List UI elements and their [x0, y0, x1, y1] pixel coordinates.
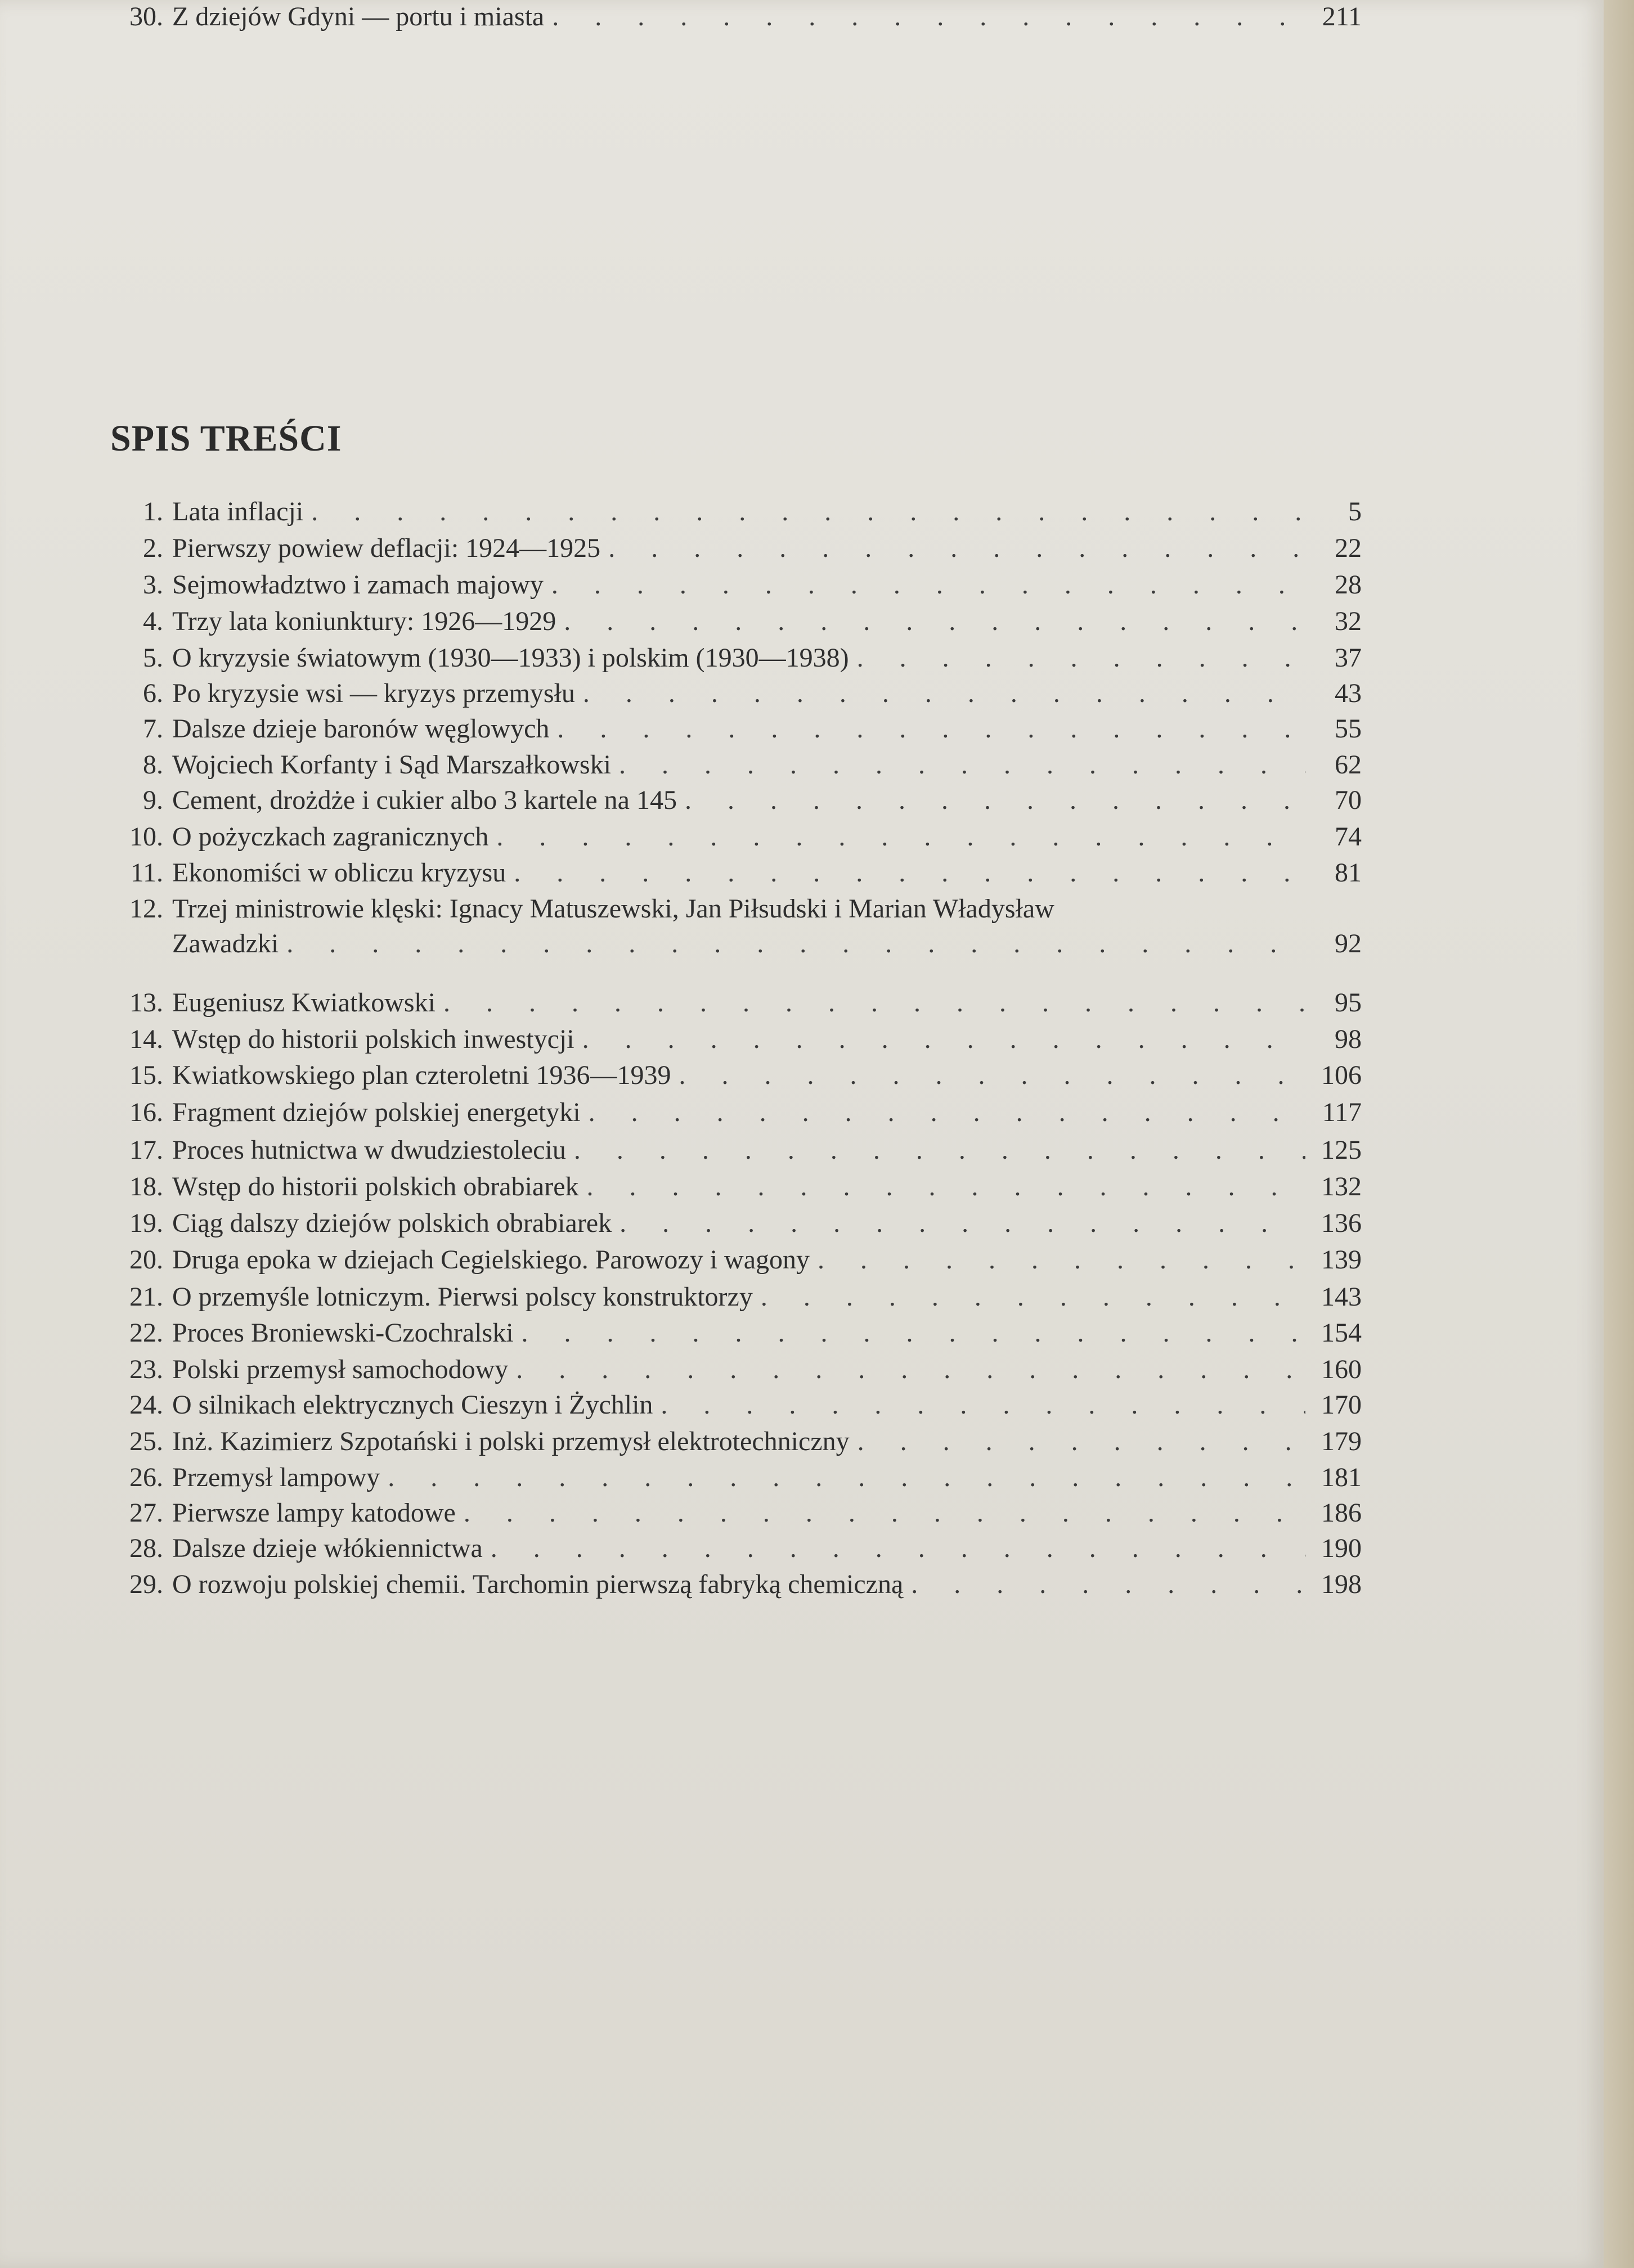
toc-row: [101, 784, 1362, 818]
dot-leader: [522, 1316, 1305, 1350]
toc-entry-number: 15.: [129, 1060, 163, 1090]
toc-entry-number: 3.: [143, 570, 163, 600]
toc-entry-title: Proces hutnictwa w dwudziestoleciu: [172, 1135, 566, 1165]
toc-row: [101, 0, 1362, 35]
toc-entry-title: O przemyśle lotniczym. Pierwsi polscy konstruktorzy: [172, 1282, 753, 1312]
toc-entry-number: 28.: [129, 1533, 163, 1563]
toc-entry: [101, 495, 1362, 530]
dot-leader: [552, 0, 1305, 34]
toc-entry: [101, 1207, 1362, 1241]
toc-entry: [101, 1316, 1362, 1351]
toc-entry-number: 18.: [129, 1172, 163, 1202]
toc-entry-title: Druga epoka w dziejach Cegielskiego. Parowozy i wagony: [172, 1245, 810, 1275]
toc-row: [101, 892, 1362, 927]
toc-entry-number: 17.: [129, 1135, 163, 1165]
dot-leader: [464, 1496, 1305, 1530]
toc-entry-number: 22.: [129, 1318, 163, 1348]
toc-entry-title: Wstęp do historii polskich inwestycji: [172, 1024, 574, 1054]
toc-entry-title: Inż. Kazimierz Szpotański i polski przemysł elektrotechniczny: [172, 1426, 850, 1456]
toc-entry-title: Trzy lata koniunktury: 1926—1929: [172, 606, 556, 636]
dot-leader: [685, 784, 1305, 817]
toc-row: [101, 1461, 1362, 1496]
toc-entry-number: 9.: [143, 785, 163, 815]
toc-entry-number: 10.: [129, 822, 163, 852]
toc-entry-number: 29.: [129, 1569, 163, 1599]
toc-entry-number: 12.: [129, 894, 163, 924]
toc-entry-number: 2.: [143, 533, 163, 563]
toc-entry-page: 55: [1335, 714, 1362, 744]
toc-entry-number: 23.: [129, 1354, 163, 1384]
toc-row: [101, 532, 1362, 566]
toc-row: [101, 748, 1362, 783]
dot-leader: [491, 1532, 1305, 1565]
dot-leader: [551, 568, 1305, 602]
toc-entry-number: 6.: [143, 678, 163, 708]
toc-entry-page: 117: [1322, 1097, 1362, 1127]
toc-entry: [101, 748, 1362, 783]
toc-entry-page: 179: [1321, 1426, 1362, 1456]
toc-entry-number: 20.: [129, 1245, 163, 1275]
toc-entry-page: 98: [1335, 1024, 1362, 1054]
toc-entry-title: Cement, drożdże i cukier albo 3 kartele na 145: [172, 785, 677, 815]
toc-row: [101, 856, 1362, 891]
toc-entry: [101, 1568, 1362, 1603]
dot-leader: [858, 1425, 1305, 1459]
toc-entry-page: 160: [1321, 1354, 1362, 1384]
toc-row: [101, 641, 1362, 676]
toc-entry-title: Z dziejów Gdyni — portu i miasta: [172, 2, 545, 32]
toc-entry-number: 19.: [129, 1208, 163, 1238]
toc-entry: [101, 784, 1362, 818]
toc-entry-page: 125: [1321, 1135, 1362, 1165]
toc-entry-number: 7.: [143, 714, 163, 744]
toc-entry-title: Pierwszy powiew deflacji: 1924—1925: [172, 533, 601, 563]
toc-entry-page: 190: [1321, 1533, 1362, 1563]
toc-entry-title: Wstęp do historii polskich obrabiarek: [172, 1172, 579, 1202]
toc-entry-title: Eugeniusz Kwiatkowski: [172, 988, 436, 1018]
page-title: SPIS TREŚCI: [110, 418, 342, 459]
toc-entry: [101, 1023, 1362, 1058]
toc-entry: [101, 1353, 1362, 1388]
toc-entry-page: 170: [1321, 1390, 1362, 1420]
toc-entry: [101, 1170, 1362, 1205]
toc-entry-page: 211: [1322, 2, 1362, 32]
dot-leader: [514, 856, 1305, 890]
page-edge: [1604, 0, 1634, 2268]
toc-entry-title: Proces Broniewski-Czochralski: [172, 1318, 514, 1348]
toc-entry-number: 25.: [129, 1426, 163, 1456]
toc-entry-number: 8.: [143, 750, 163, 780]
dot-leader: [619, 748, 1305, 782]
toc-row: [101, 1133, 1362, 1168]
toc-entry: [101, 986, 1362, 1021]
toc-row: [101, 820, 1362, 855]
toc-entry: [101, 532, 1362, 566]
toc-entry-title: Ciąg dalszy dziejów polskich obrabiarek: [172, 1208, 612, 1238]
toc-entry-number: 16.: [129, 1097, 163, 1127]
dot-leader: [574, 1133, 1305, 1167]
toc-entry-page: 37: [1335, 643, 1362, 673]
toc-entry-title: Kwiatkowskiego plan czteroletni 1936—1939: [172, 1060, 671, 1090]
toc-entry: [101, 0, 1362, 35]
toc-entry-page: 181: [1321, 1462, 1362, 1492]
toc-entry-title: Dalsze dzieje baronów węglowych: [172, 714, 550, 744]
toc-entry-number: 11.: [130, 858, 163, 888]
dot-leader: [857, 641, 1305, 675]
dot-leader: [286, 927, 1305, 961]
dot-leader: [311, 495, 1305, 529]
toc-entry-page: 5: [1348, 497, 1362, 526]
toc-entry-page: 32: [1335, 606, 1362, 636]
toc-entry: [101, 1280, 1362, 1315]
toc-entry-page: 74: [1335, 822, 1362, 852]
dot-leader: [608, 532, 1305, 565]
toc-entry-title: Trzej ministrowie klęski: Ignacy Matuszewski, Jan Piłsudski i Marian Władysław: [172, 894, 1054, 924]
toc-row: [101, 1280, 1362, 1315]
toc-entry-title: Dalsze dzieje włókiennictwa: [172, 1533, 483, 1563]
toc-entry: [101, 1496, 1362, 1531]
toc-entry-number: 1.: [143, 497, 163, 526]
dot-leader: [582, 1023, 1305, 1056]
dot-leader: [620, 1207, 1305, 1240]
toc-entry-title: O silnikach elektrycznych Cieszyn i Żychlin: [172, 1390, 653, 1420]
toc-entry-page: 106: [1321, 1060, 1362, 1090]
dot-leader: [443, 986, 1305, 1020]
toc-entry: [101, 1461, 1362, 1496]
toc-entry-title: Pierwsze lampy katodowe: [172, 1498, 456, 1528]
dot-leader: [583, 677, 1305, 710]
toc-entry: [101, 1059, 1362, 1094]
toc-row: [101, 1388, 1362, 1423]
toc-entry-page: 154: [1321, 1318, 1362, 1348]
dot-leader: [911, 1568, 1305, 1601]
dot-leader: [818, 1243, 1305, 1277]
toc-entry-page: 95: [1335, 988, 1362, 1018]
toc-row: [101, 1207, 1362, 1241]
toc-entry-number: 24.: [129, 1390, 163, 1420]
toc-row: [101, 712, 1362, 747]
toc-entry-title: O rozwoju polskiej chemii. Tarchomin pierwszą fabryką chemiczną: [172, 1569, 904, 1599]
dot-leader: [661, 1388, 1305, 1422]
toc-entry-page: 139: [1321, 1245, 1362, 1275]
toc-entry-number: 13.: [129, 988, 163, 1018]
dot-leader: [564, 605, 1305, 638]
toc-row: [101, 986, 1362, 1021]
toc-entry-page: 81: [1335, 858, 1362, 888]
dot-leader: [557, 712, 1305, 746]
toc-entry-number: 30.: [129, 2, 163, 32]
toc-row-continuation: [101, 927, 1362, 962]
toc-entry-number: 21.: [129, 1282, 163, 1312]
toc-entry: [101, 1388, 1362, 1423]
toc-entry: [101, 856, 1362, 891]
toc-entry: [101, 605, 1362, 640]
toc-row: [101, 1059, 1362, 1094]
toc-entry-title: Przemysł lampowy: [172, 1462, 380, 1492]
toc-entry-number: 26.: [129, 1462, 163, 1492]
toc-entry-title: Po kryzysie wsi — kryzys przemysłu: [172, 678, 575, 708]
toc-entry: [101, 1425, 1362, 1460]
toc-entry: [101, 1243, 1362, 1278]
toc-entry-page: 62: [1335, 750, 1362, 780]
toc-row: [101, 1568, 1362, 1603]
toc-entry-number: 4.: [143, 606, 163, 636]
toc-entry-title: Polski przemysł samochodowy: [172, 1354, 509, 1384]
toc-entry-number: 5.: [143, 643, 163, 673]
toc-entry-page: 186: [1321, 1498, 1362, 1528]
toc-row: [101, 1316, 1362, 1351]
toc-entry: [101, 712, 1362, 747]
toc-entry-page: 92: [1335, 929, 1362, 958]
toc-entry-page: 198: [1321, 1569, 1362, 1599]
toc-entry-title: Sejmowładztwo i zamach majowy: [172, 570, 544, 600]
toc-row: [101, 1425, 1362, 1460]
toc-entry-number: 27.: [129, 1498, 163, 1528]
toc-row: [101, 1096, 1362, 1131]
toc-entry: [101, 1133, 1362, 1168]
toc-entry-title: O kryzysie światowym (1930—1933) i polskim (1930—1938): [172, 643, 849, 673]
toc-row: [101, 495, 1362, 530]
dot-leader: [679, 1059, 1305, 1092]
toc-entry-page: 143: [1321, 1282, 1362, 1312]
toc-entry-page: 70: [1335, 785, 1362, 815]
toc-entry: [101, 1532, 1362, 1567]
dot-leader: [761, 1280, 1305, 1314]
toc-row: [101, 1496, 1362, 1531]
toc-row: [101, 568, 1362, 603]
toc-entry-page: 28: [1335, 570, 1362, 600]
toc-entry-page: 43: [1335, 678, 1362, 708]
dot-leader: [589, 1096, 1305, 1130]
toc-entry-title-continuation: Zawadzki: [172, 929, 279, 958]
dot-leader: [516, 1353, 1305, 1387]
toc-entry: [101, 568, 1362, 603]
dot-leader: [587, 1170, 1305, 1204]
toc-entry: [101, 1096, 1362, 1131]
toc-row: [101, 1243, 1362, 1278]
toc-row: [101, 605, 1362, 640]
toc-row: [101, 677, 1362, 712]
toc-entry: [101, 820, 1362, 855]
toc-row: [101, 1023, 1362, 1058]
toc-entry-title: Lata inflacji: [172, 497, 304, 526]
toc-entry: [101, 677, 1362, 712]
toc-entry-title: Ekonomiści w obliczu kryzysu: [172, 858, 506, 888]
dot-leader: [496, 820, 1305, 854]
toc-entry-title: Fragment dziejów polskiej energetyki: [172, 1097, 581, 1127]
toc-entry-page: 136: [1321, 1208, 1362, 1238]
toc-entry-page: 132: [1321, 1172, 1362, 1202]
toc-entry: [101, 892, 1362, 962]
toc-entry-title: Wojciech Korfanty i Sąd Marszałkowski: [172, 750, 611, 780]
toc-row: [101, 1170, 1362, 1205]
toc-row: [101, 1532, 1362, 1567]
toc-entry-number: 14.: [129, 1024, 163, 1054]
dot-leader: [388, 1461, 1305, 1495]
toc-entry-title: O pożyczkach zagranicznych: [172, 822, 489, 852]
toc-entry-page: 22: [1335, 533, 1362, 563]
toc-entry: [101, 641, 1362, 676]
bleed-through-imprint: [388, 1898, 1165, 2186]
toc-row: [101, 1353, 1362, 1388]
